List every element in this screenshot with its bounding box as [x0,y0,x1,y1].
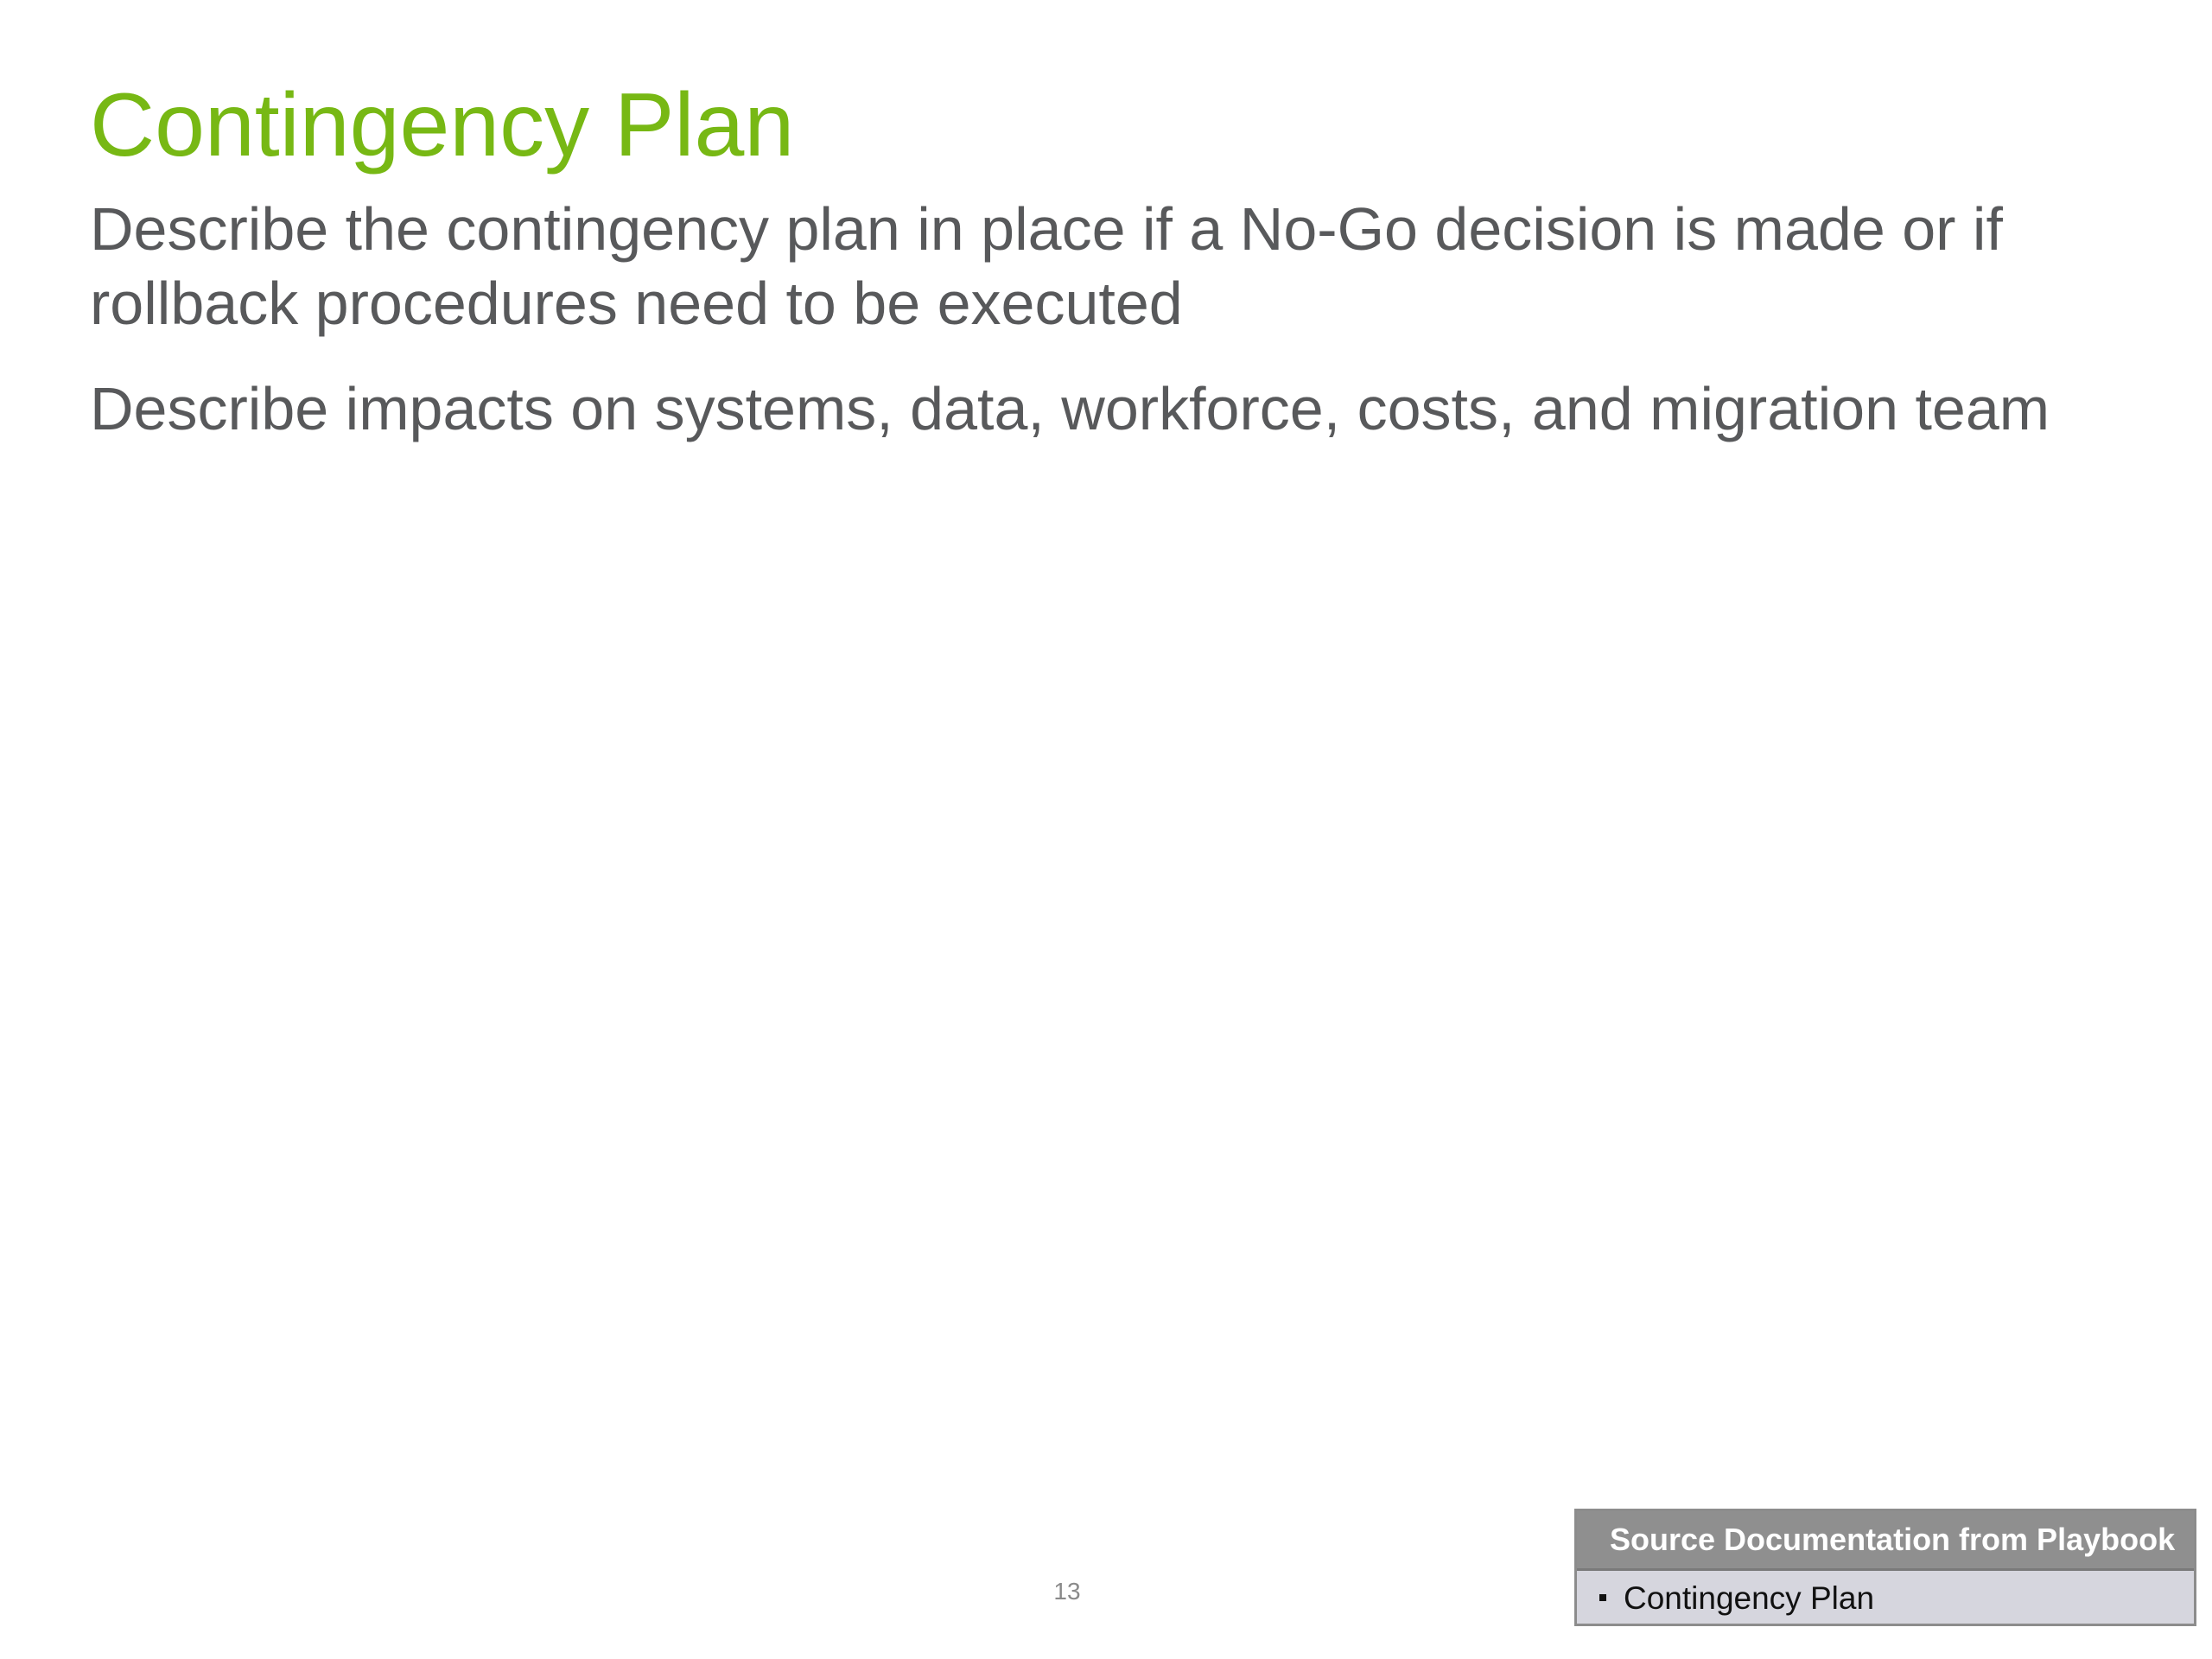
source-box-header: Source Documentation from Playbook [1577,1511,2194,1571]
page-number: 13 [1053,1578,1081,1605]
body-paragraph: Describe the contingency plan in place if a No-Go decision is made or if rollback procedures need to be executed [90,195,2003,337]
slide-body [90,192,2112,477]
slide-title: Contingency Plan [90,75,795,175]
source-list-item [1599,1571,2194,1626]
source-documentation-box [1574,1509,2196,1626]
source-list-item-label: Contingency Plan [1624,1580,1875,1616]
body-paragraph: Describe impacts on systems, data, workforce, costs, and migration team [90,375,2050,442]
source-list [1577,1571,2194,1626]
square-bullet-icon [1599,1594,1606,1601]
